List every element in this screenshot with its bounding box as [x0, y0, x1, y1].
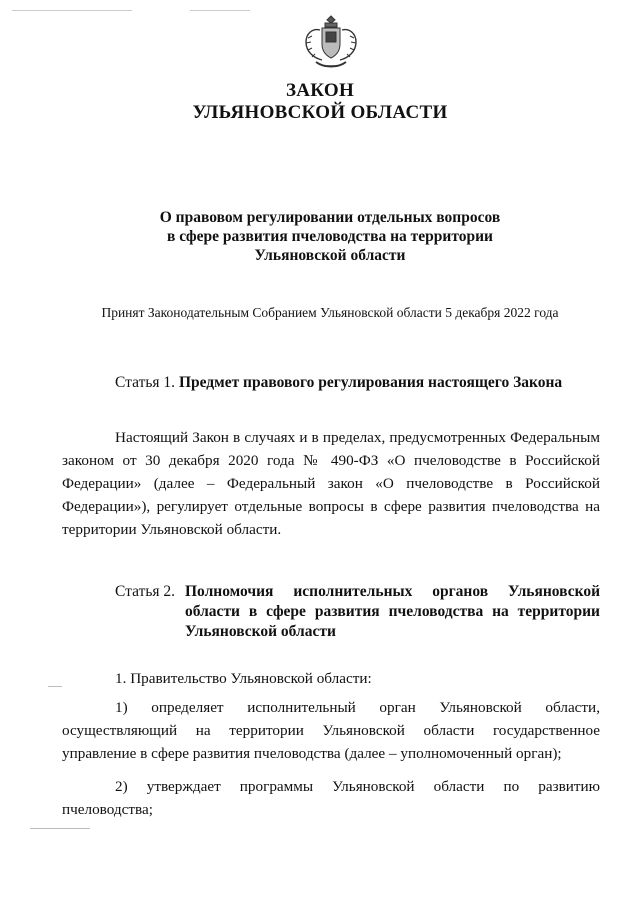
region-title: УЛЬЯНОВСКОЙ ОБЛАСТИ: [192, 102, 448, 123]
scan-mark: [30, 828, 90, 829]
article-2-title: Полномочия исполнительных органов Ульяновской области в сфере развития пчеловодства на территории Ульяновской области: [185, 583, 600, 640]
article-2-label: Статья 2.: [115, 583, 176, 600]
subject-line-3: Ульяновской области: [254, 247, 406, 264]
article-1-body: Настоящий Закон в случаях и в пределах, предусмотренных Федеральным законом от 30 декабря 2020 года № 490-ФЗ «О пчеловодстве в Российской Федерации» (далее – Федеральный закон «О пчеловодстве в Российской Федерации»), регулирует отдельные вопросы в сфере развития пчеловодства на территории Ульяновской области.: [62, 429, 600, 538]
coat-of-arms-icon: [300, 12, 362, 74]
scan-mark: [12, 10, 132, 11]
law-title: ЗАКОН: [285, 80, 355, 101]
scan-mark: [190, 10, 250, 11]
article-2-subitem-1: 1) определяет исполнительный орган Ульяновской области, осуществляющий на территории Ульяновской области государственное управление в сфере развития пчеловодства (далее – уполномоченный орган);: [62, 699, 600, 762]
article-2-item-1: 1. Правительство Ульяновской области:: [115, 670, 372, 687]
adoption-note: Принят Законодательным Собранием Ульяновской области 5 декабря 2022 года: [101, 305, 559, 320]
article-1-heading: [115, 374, 562, 392]
article-1-label: Статья 1.: [115, 374, 176, 391]
article-1-title: Предмет правового регулирования настоящего Закона: [178, 374, 563, 391]
scan-mark: [48, 686, 62, 687]
subject-line-1: О правовом регулировании отдельных вопросов: [159, 209, 501, 226]
article-2-subitem-2: 2) утверждает программы Ульяновской области по развитию пчеловодства;: [62, 778, 600, 818]
subject-line-2: в сфере развития пчеловодства на территории: [167, 228, 493, 245]
